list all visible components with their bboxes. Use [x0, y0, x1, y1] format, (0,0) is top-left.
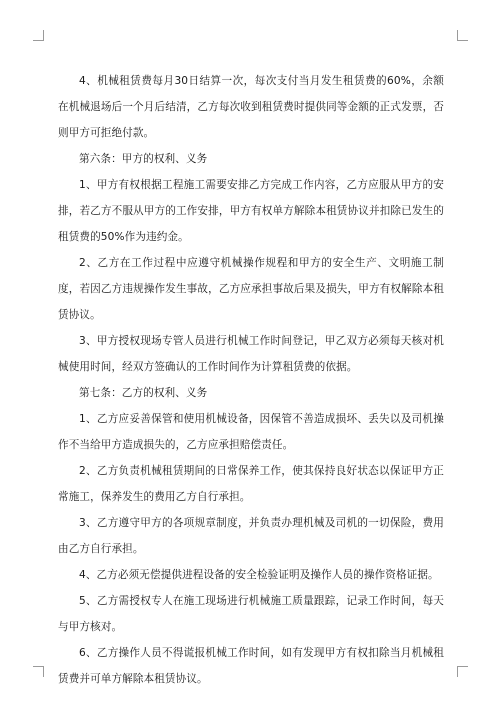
clause-6-3: 3、甲方授权现场专管人员进行机械工作时间登记，甲乙双方必须每天核对机械使用时间，经双方签确认的工作时间作为计算租赁费的依据。: [58, 335, 444, 373]
crop-mark-top-right: [457, 30, 468, 41]
clause-7-3: 3、乙方遵守甲方的各项规章制度，并负责办理机械及司机的一切保险，费用由乙方自行承担。: [58, 517, 444, 555]
section-heading-article-7: 第七条：乙方的权利、义务: [79, 387, 208, 399]
clause-7-6: 6、乙方操作人员不得谎报机械工作时间，如有发现甲方有权扣除当月机械租赁费并可单方解除本租赁协议。: [58, 647, 444, 685]
clause-6-2: 2、乙方在工作过程中应遵守机械操作规程和甲方的安全生产、文明施工制度，若因乙方违规操作发生事故，乙方应承担事故后果及损失，甲方有权解除本租赁协议。: [58, 257, 444, 321]
clause-7-4: 4、乙方必须无偿提供进程设备的安全检验证明及操作人员的操作资格证据。: [79, 569, 439, 581]
section-heading-article-6: 第六条：甲方的权利、义务: [79, 153, 208, 165]
clause-7-5: 5、乙方需授权专人在施工现场进行机械施工质量跟踪，记录工作时间，每天与甲方核对。: [58, 595, 444, 633]
crop-mark-bottom-left: [33, 666, 44, 677]
document-body: [58, 68, 444, 692]
crop-mark-top-left: [33, 30, 44, 41]
crop-mark-bottom-right: [457, 666, 468, 677]
clause-6-1: 1、甲方有权根据工程施工需要安排乙方完成工作内容，乙方应服从甲方的安排，若乙方不服从甲方的工作安排，甲方有权单方解除本租赁协议并扣除已发生的租赁费的50%作为违约金。: [58, 179, 444, 243]
clause-7-1: 1、乙方应妥善保管和使用机械设备，因保管不善造成损坏、丢失以及司机操作不当给甲方造成损失的，乙方应承担赔偿责任。: [58, 413, 444, 451]
clause-5-4: 4、机械租赁费每月30日结算一次，每次支付当月发生租赁费的60%，余额在机械退场后一个月后结清，乙方每次收到租赁费时提供同等金额的正式发票，否则甲方可拒绝付款。: [58, 75, 444, 139]
clause-7-2: 2、乙方负责机械租赁期间的日常保养工作，使其保持良好状态以保证甲方正常施工，保养发生的费用乙方自行承担。: [58, 465, 444, 503]
